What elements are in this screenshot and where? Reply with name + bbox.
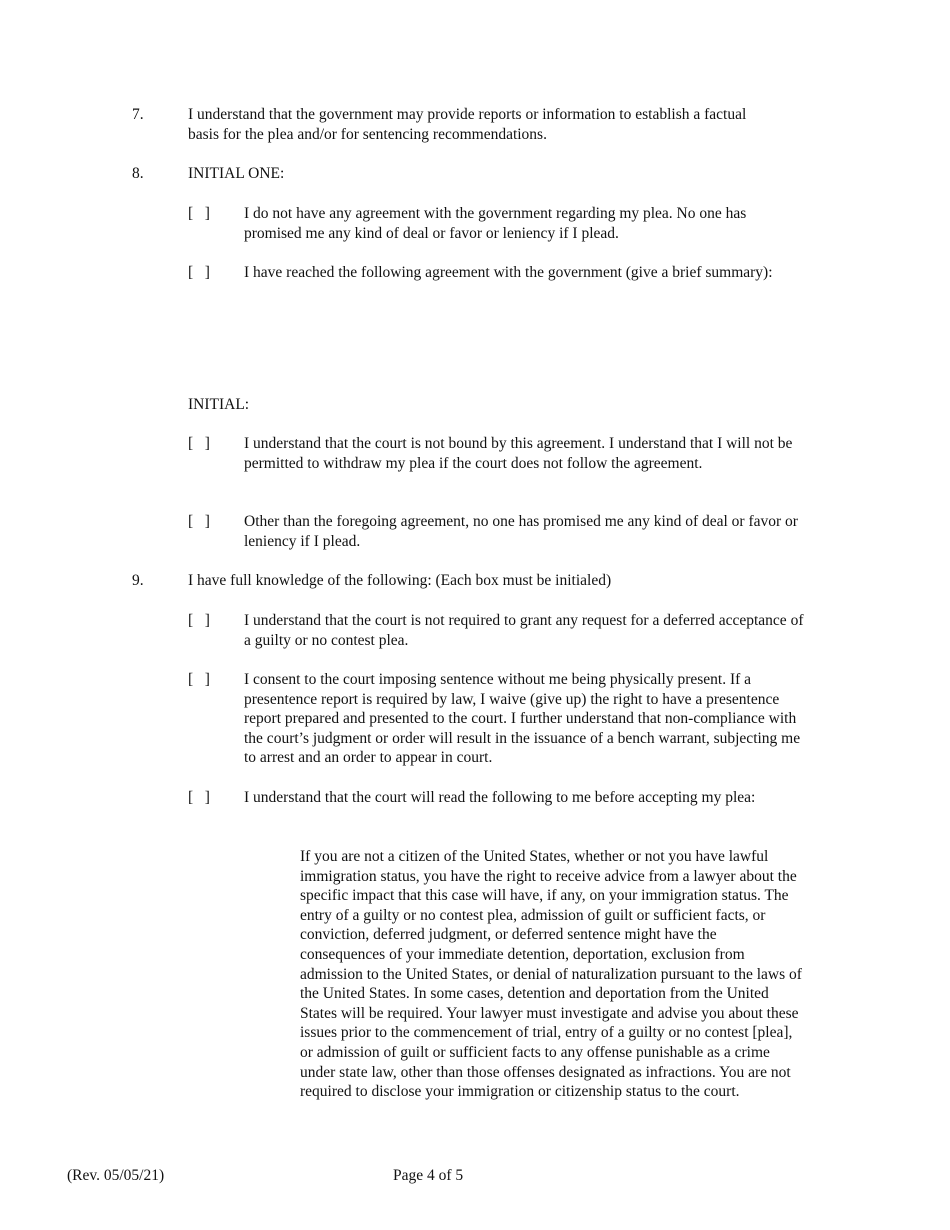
item-8-initial-option-not-bound: I understand that the court is not bound by this agreement. I understand that I will not be permitted to withdraw my plea if the court does not follow the agreement. bbox=[244, 435, 793, 472]
item-8-initial-option-no-promise: Other than the foregoing agreement, no one has promised me any kind of deal or favor or leniency if I plead. bbox=[244, 513, 798, 550]
initial-box[interactable]: [ ] bbox=[188, 205, 210, 222]
page-number: Page 4 of 5 bbox=[393, 1167, 464, 1184]
initial-box[interactable]: [ ] bbox=[188, 435, 210, 452]
item-8-number: 8. bbox=[132, 165, 144, 182]
item-7-text: I understand that the government may provide reports or information to establish a factual basis for the plea and/or for sentencing recommendations. bbox=[188, 106, 747, 143]
initial-box[interactable]: [ ] bbox=[188, 612, 210, 629]
item-9-option-deferred: I understand that the court is not required to grant any request for a deferred acceptance of a guilty or no contest plea. bbox=[244, 612, 804, 649]
item-9-text: I have full knowledge of the following: (Each box must be initialed) bbox=[188, 572, 612, 589]
item-8-heading: INITIAL ONE: bbox=[188, 165, 285, 182]
initial-box[interactable]: [ ] bbox=[188, 264, 210, 281]
immigration-advisement: If you are not a citizen of the United States, whether or not you have lawful immigration status, you have the right to receive advice from a lawyer about the specific impact that this case will have, if any, on your immigration status. The entry of a guilty or no contest plea, admission of guilt or sufficient facts, or conviction, deferred judgment, or deferred sentence might have the consequences of your immediate detention, deportation, exclusion from admission to the United States, or denial of naturalization pursuant to the laws of the United States. In some cases, detention and deportation from the United States will be required. Your lawyer must investigate and advise you about these issues prior to the commencement of trial, entry of a guilty or no contest [plea], or admission of guilt or sufficient facts to any offense punishable as a crime under state law, other than those offenses designated as infractions. You are not required to disclose your immigration or citizenship status to the court. bbox=[300, 848, 802, 1101]
item-8-initial-heading: INITIAL: bbox=[188, 396, 250, 413]
item-8-option-no-agreement: I do not have any agreement with the government regarding my plea. No one has promised me any kind of deal or favor or leniency if I plead. bbox=[244, 205, 747, 242]
initial-box[interactable]: [ ] bbox=[188, 789, 210, 806]
item-9-option-consent: I consent to the court imposing sentence without me being physically present. If a presentence report is required by law, I waive (give up) the right to have a presentence report prepared and presented to the court. I further understand that non-compliance with the court’s judgment or order will result in the issuance of a bench warrant, subjecting me to arrest and an order to appear in court. bbox=[244, 671, 801, 767]
initial-box[interactable]: [ ] bbox=[188, 513, 210, 530]
initial-box[interactable]: [ ] bbox=[188, 671, 210, 688]
item-7-number: 7. bbox=[132, 106, 144, 123]
item-9-number: 9. bbox=[132, 572, 144, 589]
item-9-option-advisement: I understand that the court will read the following to me before accepting my plea: bbox=[244, 789, 756, 806]
item-8-option-agreement: I have reached the following agreement with the government (give a brief summary): bbox=[244, 264, 773, 281]
revision-date: (Rev. 05/05/21) bbox=[67, 1167, 165, 1184]
